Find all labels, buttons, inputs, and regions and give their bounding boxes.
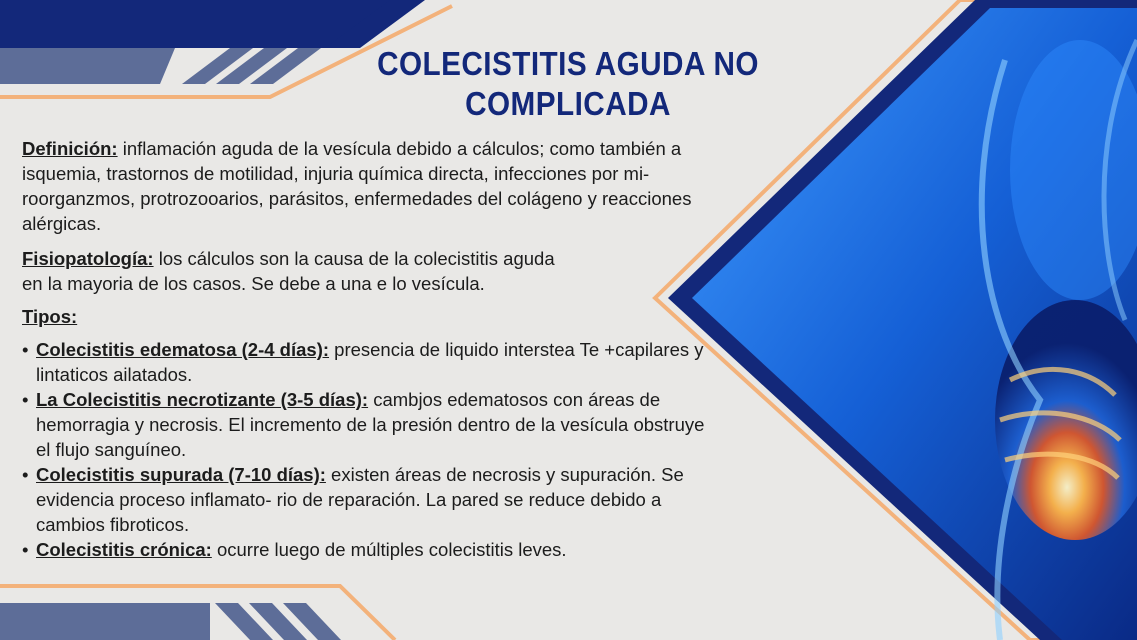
title-line-1: COLECISTITIS AGUDA NO — [377, 45, 759, 82]
definicion-label: Definición: — [22, 138, 118, 159]
title-line-2: COMPLICADA — [465, 85, 671, 122]
list-item — [36, 337, 722, 387]
tipos-label: Tipos: — [22, 306, 78, 327]
tipo-label: Colecistitis supurada (7-10 días): — [36, 464, 326, 485]
list-item — [36, 387, 722, 462]
tipo-text: ocurre luego de múltiples colecistitis leves. — [211, 539, 567, 560]
tipo-text: presencia de liquido interstea Te +capilares y lintaticos ailatados. — [36, 339, 704, 385]
tipo-label: Colecistitis edematosa (2-4 días): — [36, 339, 330, 360]
fisiopatologia-text-line2: en la mayoria de los casos. Se debe a una e lo vesícula. — [22, 273, 485, 294]
tipo-text: existen áreas de necrosis y supuración. Se evidencia proceso inflamato- rio de reparación. La pared se reduce debido a cambios fibroticos. — [36, 464, 684, 535]
fisiopatologia-paragraph — [22, 246, 722, 296]
fisiopatologia-label: Fisiopatología: — [22, 248, 154, 269]
list-item — [36, 462, 722, 537]
definicion-text: inflamación aguda de la vesícula debido a cálculos; como también a isquemia, trastornos de motilidad, injuria química directa, infecciones por mi- roorganzmos, protrozooarios, parásitos, enfermedades del colágeno y reacciones alérgicas. — [22, 138, 692, 234]
tipos-list — [22, 337, 722, 562]
definicion-paragraph — [22, 136, 722, 236]
tipo-label: La Colecistitis necrotizante (3-5 días): — [36, 389, 369, 410]
fisiopatologia-text-line1: los cálculos son la causa de la colecistitis aguda — [153, 248, 555, 269]
page-title — [363, 44, 773, 124]
list-item — [36, 537, 722, 562]
content-body — [22, 136, 722, 562]
tipo-label: Colecistitis crónica: — [36, 539, 212, 560]
tipos-heading — [22, 304, 722, 329]
tipo-text: cambjos edematosos con áreas de hemorragia y necrosis. El incremento de la presión dentro de la vesícula obstruye el flujo sanguíneo. — [36, 389, 705, 460]
